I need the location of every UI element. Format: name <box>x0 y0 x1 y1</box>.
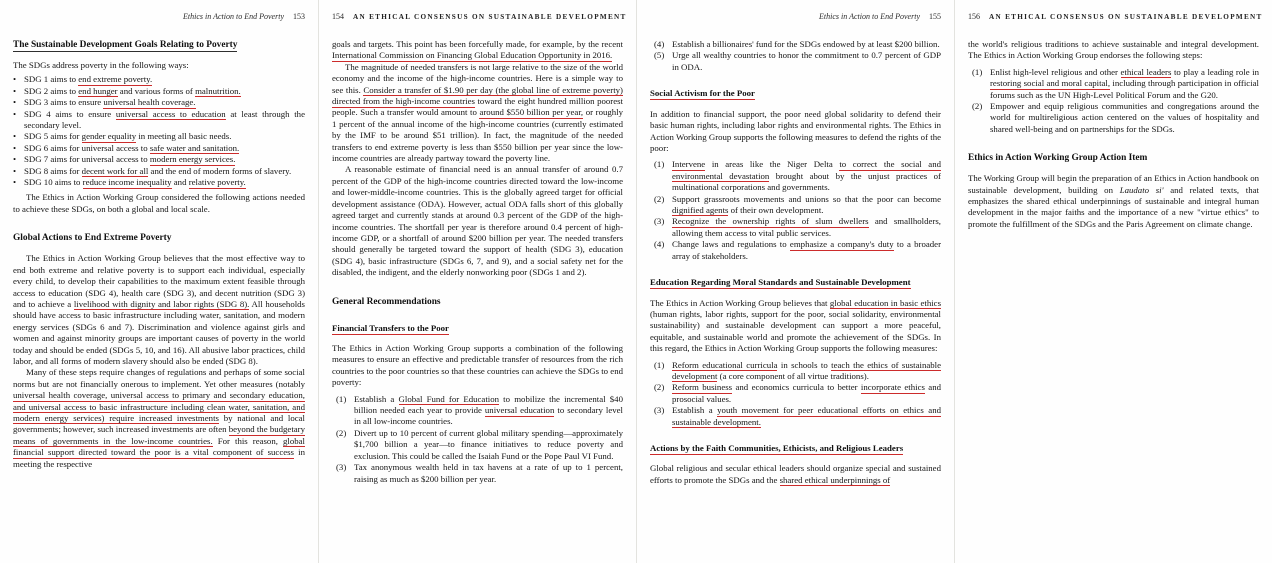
text-run: Urge all wealthy countries to honor the commitment to 0.7 percent of GDP in ODA. <box>672 50 941 72</box>
text-run: SDG 7 aims for universal access to <box>24 154 150 165</box>
list-item <box>13 131 305 142</box>
book-page-154 <box>318 0 636 563</box>
annotated-phrase: malnutrition. <box>195 85 241 96</box>
text-run: All households should have access to basic infrastructure including water, sanitation, and modern energy services (SDGs 6 and 7). Discrimination and violence against girls and women and against minority groups are important causes of poverty in the world today and should be ended (SDGs 5, 10, and 16). All abusive labor practices, child labor, and all forms of modern slavery should also be ended (SDG 8). <box>13 298 305 366</box>
text-run: The Ethics in Action Working Group believes that <box>650 297 830 308</box>
bullet-marker: • <box>13 131 17 142</box>
text-run: and the end of modern forms of slavery. <box>148 165 292 176</box>
paragraph <box>650 298 941 355</box>
list-item <box>654 405 941 428</box>
paragraph <box>13 253 305 367</box>
annotated-phrase: universal health coverage. <box>103 97 196 108</box>
text-run: and smallholders, allowing them access to vital public services. <box>672 216 941 238</box>
text-run: For this reason, <box>212 435 283 446</box>
text-run: in meeting the respective <box>13 447 306 469</box>
text-run: including through participation in official forums such as the UN High-Level Political Forum and the G20. <box>990 78 1259 100</box>
text-run: Many of these steps require changes of regulations and perhaps of some social norms but are not financially onerous to implement. Yet other measures (notably <box>13 367 305 389</box>
list-item <box>13 86 305 97</box>
text-run: Laudato si' <box>1119 184 1164 195</box>
list-item <box>654 194 941 217</box>
number-marker: (1) <box>654 359 665 370</box>
text-run: Establish a billionaires' fund for the SDGs endowed by at least $200 billion. <box>672 39 940 49</box>
text-run: Establish a <box>672 405 718 416</box>
annotated-phrase: ethical leaders <box>1120 66 1172 77</box>
annotated-phrase: end hunger <box>78 85 118 96</box>
annotated-phrase: emphasize a company's duty <box>789 239 894 250</box>
number-marker: (2) <box>654 193 665 204</box>
annotated-phrase: teach the ethics of sustainable development <box>672 359 942 381</box>
list-item <box>654 382 941 405</box>
paragraph <box>332 62 623 165</box>
bullet-marker: • <box>13 154 17 165</box>
list-item <box>654 50 941 73</box>
page-number: 156 <box>968 12 980 21</box>
annotated-phrase: global financial support directed toward the poor is a vital component of success <box>13 435 305 458</box>
text-run: Empower and equip religious communities and congregations around the world for multireligious action centered on the values of hospitality and shared well-being and on partnerships for the SDGs. <box>990 101 1259 134</box>
paragraph <box>650 463 941 486</box>
number-marker: (3) <box>654 405 665 416</box>
paragraph <box>968 173 1259 230</box>
text-run: SDG 5 aims for <box>24 131 82 142</box>
text-run: A reasonable estimate of financial need is an annual transfer of around 0.7 percent of the GDP of the high-income countries directed toward the low-income and lower-middle-income countries. This is the globally agreed target for official development assistance (ODA). However, actual ODA falls short of this globally agreed target and currently stands at around 0.3 percent of the GDP of the high-income countries. The shortfall per year is therefore around 0.4 percent of high-income GDP, or a shortfall of around $200 billion per year. The needed transfers should generally be targeted toward the support of health (SDG 3), education (SDG 4), basic infrastructure (SDGs 6, 7, and 9), and a social safety net for the disabled, the indigent, and the elderly nonworking poor (SDGs 1 and 2). <box>332 164 623 278</box>
number-marker: (1) <box>654 159 665 170</box>
text-run: (human rights, labor rights, support for the poor, social solidarity, environmental sustainability) and sustainable development can support a more peaceful, equitable, and sustainable world and promote the achievement of the SDGs. In this regard, the Ethics in Action Working Group supports the following measures: <box>650 308 941 354</box>
page-number: 155 <box>929 12 941 21</box>
paragraph <box>968 39 1259 62</box>
paragraph <box>650 109 941 155</box>
text-run: by national and local governments; however, such increased investments are often <box>13 412 305 435</box>
book-page-156 <box>954 0 1272 563</box>
running-head <box>968 12 1263 22</box>
book-page-153 <box>0 0 318 563</box>
list-item <box>336 462 623 485</box>
text-run: The Ethics in Action Working Group supports a combination of the following measures to ensure an effective and predictable transfer of resources from the rich countries to the poor countries so that these countries can achieve the SDGs to end poverty: <box>332 343 623 388</box>
text-run: to a broader array of stakeholders. <box>672 239 942 261</box>
heading-text: The Sustainable Development Goals Relating to Poverty <box>13 40 238 50</box>
text-run: and <box>171 177 189 188</box>
heading-text: General Recommendations <box>332 296 441 307</box>
numbered-list <box>650 360 941 428</box>
heading-text: Financial Transfers to the Poor <box>332 322 449 333</box>
text-run: of their own development. <box>728 204 824 215</box>
heading-text: Global Actions to End Extreme Poverty <box>13 233 172 244</box>
annotated-phrase: incorporate ethics <box>860 382 925 393</box>
list-item <box>654 239 941 262</box>
sub-heading <box>332 323 623 335</box>
bullet-marker: • <box>13 97 17 108</box>
text-run: Divert up to 10 percent of current global military spending—approximately $1,700 billion a year—to finance initiatives to reduce poverty and exclusion. This could be called the Isaiah Fund or the Pope Paul VI Fund. <box>354 427 623 461</box>
list-item <box>654 360 941 383</box>
text-run: to play a leading role in <box>1171 66 1259 77</box>
annotated-phrase: dignified agents <box>672 204 729 215</box>
numbered-list <box>968 67 1259 135</box>
list-item <box>13 109 305 132</box>
numbered-list <box>650 159 941 262</box>
annotated-phrase: Reform business <box>672 382 733 393</box>
annotated-phrase: reduce income inequality <box>82 177 172 188</box>
text-run: Establish a <box>354 393 399 404</box>
heading-text: Actions by the Faith Communities, Ethicists, and Religious Leaders <box>650 442 904 453</box>
text-run: SDG 8 aims for <box>24 165 82 176</box>
text-run: SDG 1 aims to <box>24 74 79 85</box>
bullet-marker: • <box>13 177 17 188</box>
text-run: SDG 2 aims to <box>24 85 79 96</box>
annotated-phrase: Recognize the ownership rights of slum dwellers <box>672 216 869 227</box>
list-item <box>13 166 305 177</box>
bullet-marker: • <box>13 108 17 119</box>
number-marker: (5) <box>654 50 665 61</box>
number-marker: (3) <box>654 216 665 227</box>
text-run: Change laws and regulations to <box>672 239 790 250</box>
list-item <box>13 74 305 85</box>
number-marker: (4) <box>654 39 665 49</box>
paragraph <box>332 343 623 389</box>
sub-heading <box>650 88 941 100</box>
annotated-phrase: safe water and sanitation. <box>149 142 240 153</box>
text-run: the world's religious traditions to achieve sustainable and integral development. The Ethics in Action Working Group endorses the following steps: <box>968 39 1259 61</box>
list-item <box>13 97 305 108</box>
text-run: to secondary level in all low-income countries. <box>354 405 623 427</box>
text-run: toward the eight hundred million poorest people. Such a transfer would amount to <box>332 96 623 118</box>
text-run: (a core component of all virtue traditions). <box>717 370 869 381</box>
text-run: SDG 3 aims to ensure <box>24 97 104 108</box>
running-head <box>13 12 305 22</box>
annotated-phrase: Global Fund for Education <box>398 393 499 404</box>
text-run: or roughly 1 percent of the annual income of the high-income countries (currently estimated by the IMF to be around $51 trillion). In fact, the magnitude of the needed transfers to end extreme poverty is less than $550 billion per year since the low-income countries are already partway toward the poverty line. <box>332 107 624 164</box>
running-head-title: Ethics in Action to End Poverty <box>819 12 920 21</box>
text-run: Enlist high-level religious and other <box>990 66 1121 77</box>
text-run: Global religious and secular ethical leaders should organize special and sustained efforts to promote the SDGs and the <box>650 463 941 485</box>
text-run: in schools to <box>777 359 832 370</box>
annotated-phrase: modern energy services. <box>149 154 236 165</box>
number-marker: (4) <box>654 239 665 250</box>
text-run: The Working Group will begin the preparation of an Ethics in Action handbook on sustainable development, building on <box>968 173 1259 195</box>
running-head-title: AN ETHICAL CONSENSUS ON SUSTAINABLE DEVELOPMENT <box>353 13 627 21</box>
number-marker: (2) <box>654 382 665 393</box>
text-run: The SDGs address poverty in the following ways: <box>13 60 189 70</box>
annotated-phrase: restoring social and moral capital, <box>990 78 1111 89</box>
sub-heading <box>650 277 941 289</box>
page-number: 154 <box>332 12 344 21</box>
text-run: SDG 10 aims to <box>24 177 83 188</box>
heading-text: Ethics in Action Working Group Action Item <box>968 153 1148 164</box>
bullet-marker: • <box>13 165 17 176</box>
annotated-phrase: gender equality <box>81 131 137 142</box>
section-heading <box>13 232 305 244</box>
list-item <box>13 154 305 165</box>
sub-heading <box>650 443 941 455</box>
text-run: The Ethics in Action Working Group considered the following actions needed to achieve these SDGs, on both a global and local scale. <box>13 192 305 214</box>
text-run: The magnitude of needed transfers is not large relative to the size of the world economy and the income of the high-income countries. Here is a simple way to see this. <box>332 61 623 95</box>
running-head-title: Ethics in Action to End Poverty <box>183 12 284 21</box>
text-run: at least through the secondary level. <box>24 108 305 131</box>
annotated-phrase: Intervene <box>672 159 706 170</box>
running-head <box>650 12 941 22</box>
number-marker: (1) <box>972 66 983 77</box>
annotated-phrase: universal health coverage, universal access to primary and secondary education, and universal access to basic infrastructure including clean water, sanitation, and modern energy services) require increased investments <box>13 390 305 423</box>
text-run: and prosocial values. <box>672 382 942 404</box>
text-run: and various forms of <box>117 85 196 96</box>
annotated-phrase: beyond the budgetary means of governments in the low-income countries. <box>13 424 305 446</box>
annotated-phrase: youth movement for peer educational efforts on ethics and sustainable development. <box>672 405 941 427</box>
annotated-phrase: universal education <box>484 405 555 416</box>
paragraph <box>332 39 623 62</box>
bullet-list <box>13 74 305 188</box>
heading-text: Social Activism for the Poor <box>650 88 755 99</box>
page-number: 153 <box>293 12 305 21</box>
annotated-phrase: end extreme poverty. <box>78 74 153 85</box>
list-item <box>13 143 305 154</box>
list-item <box>972 67 1259 101</box>
annotated-phrase: Reform educational curricula <box>672 359 778 370</box>
annotated-phrase: global education in basic ethics <box>829 297 941 308</box>
text-run: in meeting all basic needs. <box>136 131 232 142</box>
list-item <box>972 101 1259 135</box>
annotated-phrase: relative poverty. <box>188 177 246 188</box>
numbered-list <box>332 394 623 485</box>
text-run: In addition to financial support, the poor need global solidarity to defend their basic human rights, including labor rights and environmental rights. The Ethics in Action Working Group supports the following measures to defend the rights of the poor: <box>650 108 941 153</box>
number-marker: (3) <box>336 462 347 473</box>
annotated-phrase: livelihood with dignity and labor rights (SDG 8). <box>73 298 250 309</box>
list-item <box>654 159 941 193</box>
numbered-list <box>650 39 941 73</box>
list-item <box>336 428 623 462</box>
text-run: brought about by the unjust practices of multinational corporations and governments. <box>672 170 941 193</box>
section-heading <box>332 296 623 308</box>
text-run: The Ethics in Action Working Group believes that the most effective way to end both extreme and relative poverty is to support each individual, especially every child, to develop their capabilities to the maximum extent feasible through access to education (SDG 4), health care (SDG 3), and decent nutrition (SDG 3) and to achieve a <box>13 253 305 309</box>
book-page-155 <box>636 0 954 563</box>
paragraph <box>13 60 305 71</box>
text-run: to mobilize the incremental $40 billion needed each year to provide <box>354 393 623 416</box>
list-item <box>654 39 941 50</box>
text-run: in areas like the Niger Delta <box>705 159 840 170</box>
text-run: SDG 6 aims for universal access to <box>24 142 150 153</box>
paragraph <box>332 164 623 278</box>
annotated-phrase: around $550 billion per year, <box>479 107 584 118</box>
text-run: and economics curricula to better <box>732 382 861 393</box>
bullet-marker: • <box>13 85 17 96</box>
bullet-marker: • <box>13 142 17 153</box>
paragraph <box>13 367 305 470</box>
annotated-phrase: Consider a transfer of $1.90 per day (the global line of extreme poverty) directed from the high-income countries <box>332 84 623 107</box>
list-item <box>13 177 305 188</box>
annotated-phrase: decent work for all <box>81 165 149 176</box>
section-heading <box>968 152 1259 164</box>
annotated-phrase: to correct the social and environmental devastation <box>672 159 941 181</box>
list-item <box>654 216 941 239</box>
paragraph <box>13 192 305 215</box>
number-marker: (2) <box>336 427 347 438</box>
number-marker: (1) <box>336 393 347 404</box>
running-head <box>332 12 627 22</box>
text-run: SDG 4 aims to ensure <box>24 108 116 119</box>
running-head-title: AN ETHICAL CONSENSUS ON SUSTAINABLE DEVELOPMENT <box>989 13 1263 21</box>
annotated-phrase: International Commission on Financing Global Education Opportunity in 2016. <box>332 50 613 61</box>
list-item <box>336 394 623 428</box>
text-run: Support grassroots movements and unions so that the poor can become <box>672 193 941 204</box>
annotated-phrase: universal access to education <box>115 108 226 119</box>
number-marker: (2) <box>972 101 983 112</box>
bullet-marker: • <box>13 74 17 85</box>
text-run: Tax anonymous wealth held in tax havens at a rate of up to 1 percent, raising as much as $200 billion per year. <box>354 462 623 484</box>
text-run: goals and targets. This point has been forcefully made, for example, by the recent <box>332 39 623 49</box>
section-heading <box>13 39 305 51</box>
heading-text: Education Regarding Moral Standards and Sustainable Development <box>650 277 911 287</box>
text-run: and related texts, that emphasizes the shared ethical underpinnings of sustainable and integral human development in the major faiths and the importance of a new "virtue ethics" to promote the fulfillment of the SDGs and the Paris Agreement on climate change. <box>968 184 1259 229</box>
annotated-phrase: shared ethical underpinnings of <box>779 474 891 485</box>
